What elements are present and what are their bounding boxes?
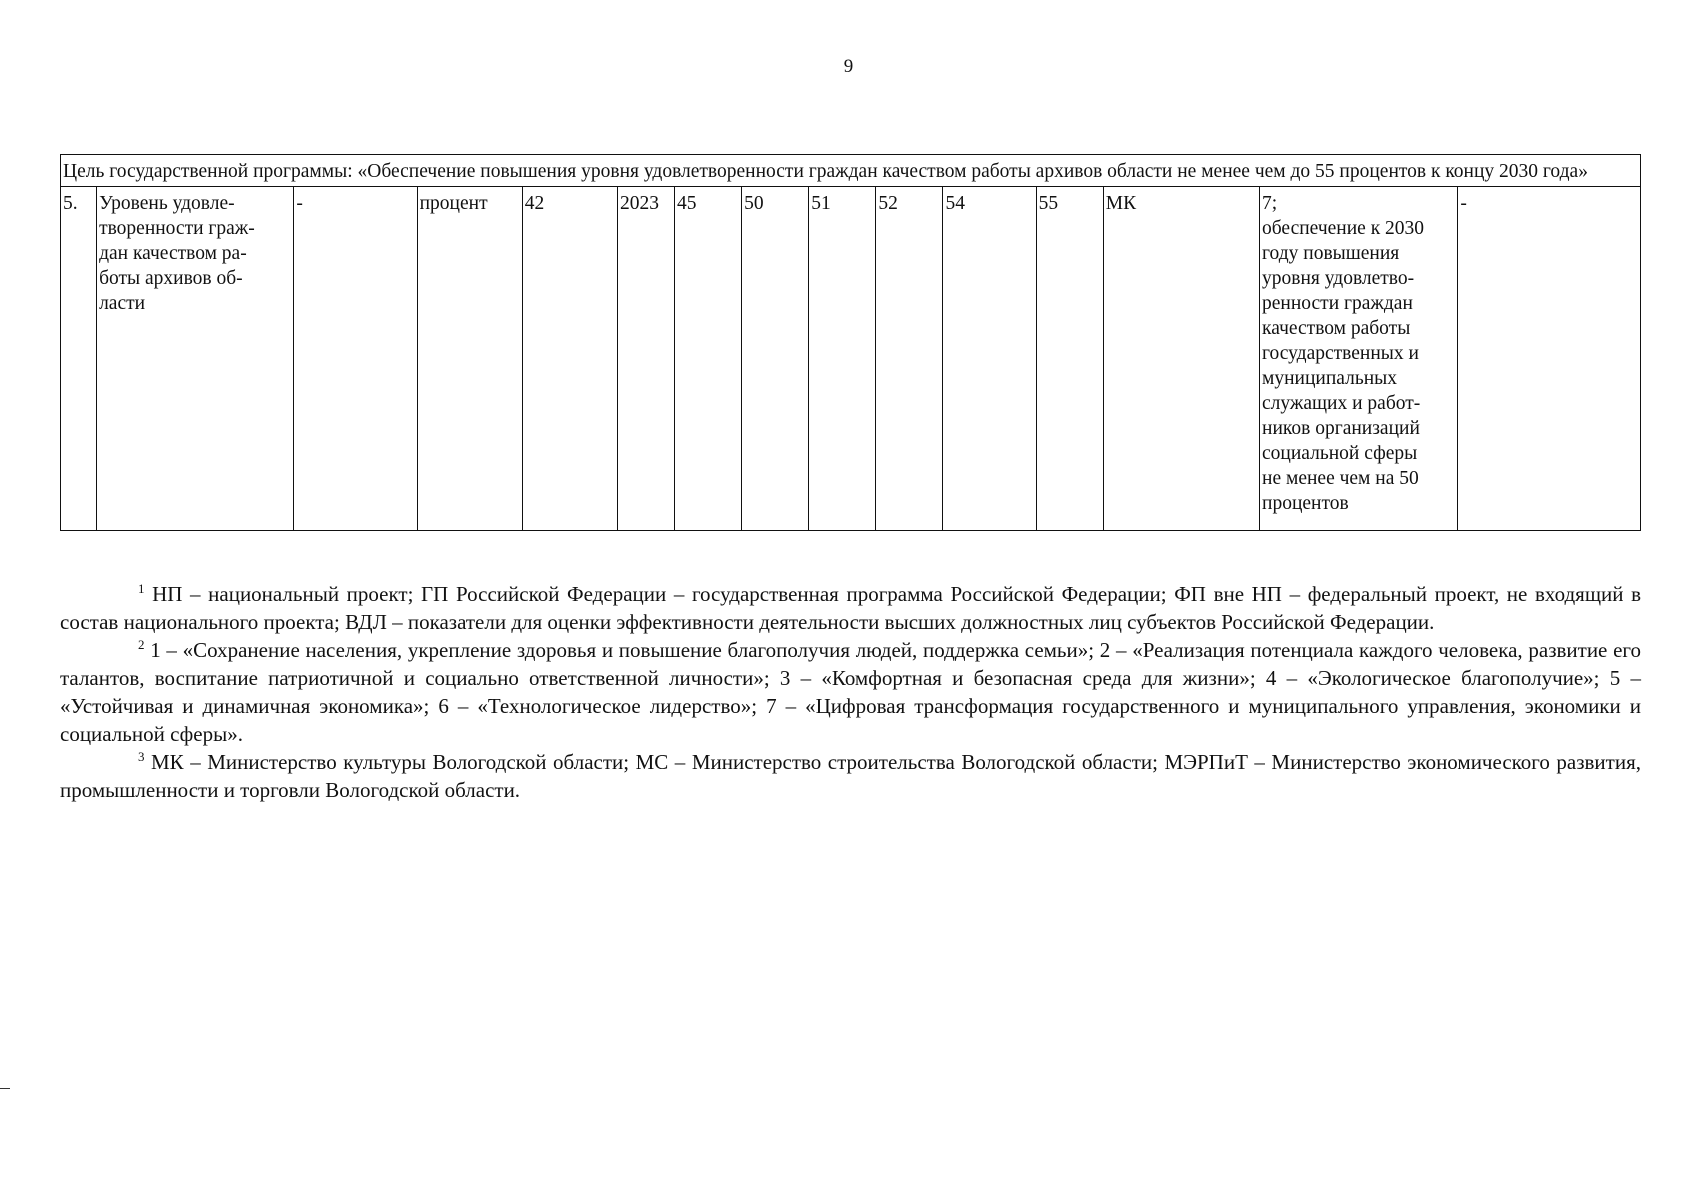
responsible-cell: МК [1103,187,1259,531]
value-cell-6: 55 [1036,187,1103,531]
value-cell-1: 45 [675,187,742,531]
footnote-text: 1 – «Сохранение населения, укрепление здоровья и повышение благополучия людей, поддержка семьи»; 2 – «Реализация потенциала каждого человека, развитие его талантов, воспитание патриотичной и социально ответственной личности»; 3 – «Комфортная и безопасная среда для жизни»; 4 – «Экологическое благополучие»; 5 – «Устойчивая и динамичная экономика»; 6 – «Технологическое лидерство»; 7 – «Цифровая трансформация государственного и муниципального управления, экономики и социальной сферы». [60,638,1641,746]
page-number: 9 [843,56,854,77]
indicator-name-cell: Уровень удовле- творенности граж- дан качеством ра- боты архивов об- ласти [97,187,294,531]
base-year-cell: 2023 [617,187,674,531]
row-number-cell: 5. [61,187,97,531]
goal-cell: Цель государственной программы: «Обеспечение повышения уровня удовлетворенности граждан качеством работы архивов области не менее чем до 55 процентов к концу 2030 года» [61,155,1641,187]
unit-cell: процент [417,187,522,531]
footnote-mark: 2 [138,637,145,652]
value-cell-2: 50 [742,187,809,531]
value-cell-4: 52 [876,187,943,531]
base-value-cell: 42 [522,187,617,531]
table-row [61,187,1641,531]
footnote-1 [60,580,1641,636]
footnote-text: МК – Министерство культуры Вологодской области; МС – Министерство строительства Вологодской области; МЭРПиТ – Министерство экономического развития, промышленности и торговли Вологодской области. [60,750,1641,802]
indicator-level-cell: - [294,187,417,531]
value-cell-5: 54 [943,187,1036,531]
scan-edge-mark [0,1088,10,1089]
footnotes [60,580,1641,804]
footnote-text: НП – национальный проект; ГП Российской Федерации – государственная программа Российской Федерации; ФП вне НП – федеральный проект, не входящий в состав национального проекта; ВДЛ – показатели для оценки эффективности деятельности высших должностных лиц субъектов Российской Федерации. [60,582,1641,634]
footnote-mark: 1 [138,581,145,596]
goal-row [61,155,1641,187]
national-goal-cell: 7; обеспечение к 2030 году повышения уровня удовлетво- ренности граждан качеством работы государственных и муниципальных служащих и работ- ников организаций социальной сферы не менее чем на 50 процентов [1260,187,1458,531]
information-system-cell: - [1458,187,1641,531]
footnote-2 [60,636,1641,748]
footnote-mark: 3 [138,749,145,764]
footnote-3 [60,748,1641,804]
value-cell-3: 51 [809,187,876,531]
indicator-table [60,154,1641,531]
